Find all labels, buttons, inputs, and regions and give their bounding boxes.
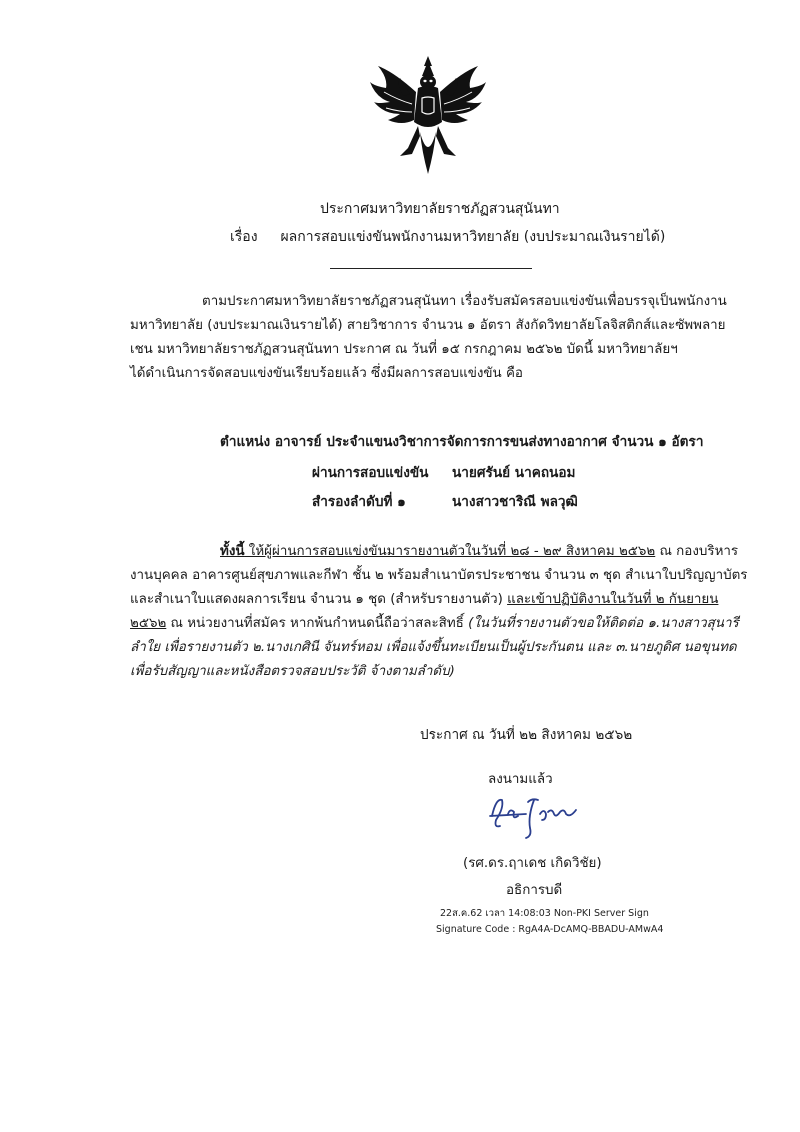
intro-line: ตามประกาศมหาวิทยาลัยราชภัฏสวนสุนันทา เรื่องรับสมัครสอบแข่งขันเพื่อบรรจุเป็นพนักงาน [202, 294, 727, 309]
reserve-name: นางสาวชาริณี พลวุฒิ [452, 494, 578, 510]
position-title: ตำแหน่ง อาจารย์ ประจำแขนงวิชาการจัดการการขนส่งทางอากาศ จำนวน ๑ อัตรา [220, 434, 704, 450]
notice-text: และสำเนาใบแสดงผลการเรียน จำนวน ๑ ชุด (สำหรับรายงานตัว) [130, 592, 508, 607]
announcement-org: ประกาศมหาวิทยาลัยราชภัฏสวนสุนันทา [320, 201, 560, 217]
notice-paragraph [130, 540, 748, 684]
notice-line: ลำใย เพื่อรายงานตัว ๒.นางเกศินี จันทร์หอม เพื่อแจ้งขึ้นทะเบียนเป็นผู้ประกันตน และ ๓.นายภูดิศ นอขุนทด [130, 640, 737, 655]
notice-line: เพื่อรับสัญญาและหนังสือตรวจสอบประวัติ จ้างตามลำดับ) [130, 664, 455, 679]
subject-text: ผลการสอบแข่งขันพนักงานมหาวิทยาลัย (งบประมาณเงินรายได้) [280, 229, 666, 245]
intro-line: เชน มหาวิทยาลัยราชภัฏสวนสุนันทา ประกาศ ณ วันที่ ๑๕ กรกฎาคม ๒๕๖๒ บัดนี้ มหาวิทยาลัยฯ [130, 342, 678, 357]
subject-label: เรื่อง [230, 229, 258, 245]
notice-line [130, 588, 719, 612]
notice-line [130, 540, 739, 564]
passed-name: นายศรันย์ นาคถนอม [452, 465, 576, 481]
header-divider [330, 268, 532, 269]
notice-start-year: ๒๕๖๒ [130, 616, 167, 631]
notice-emphasis: ทั้งนี้ [220, 544, 245, 559]
signature-code: Signature Code : RgA4A-DcAMQ-BBADU-AMwA4 [436, 924, 664, 935]
notice-line [130, 612, 739, 636]
notice-report-date: ให้ผู้ผ่านการสอบแข่งขันมารายงานตัวในวันที่ ๒๘ - ๒๙ สิงหาคม ๒๕๖๒ [244, 544, 656, 559]
subject-line [230, 226, 665, 248]
passed-label: ผ่านการสอบแข่งขัน [312, 465, 429, 481]
notice-text: ณ หน่วยงานที่สมัคร หากพ้นกำหนดนี้ถือว่าสละสิทธิ์ [166, 616, 469, 631]
notice-line: งานบุคคล อาคารศูนย์สุขภาพและกีฬา ชั้น ๒ พร้อมสำเนาบัตรประชาชน จำนวน ๓ ชุด สำเนาใบปริญญาบัตร [130, 568, 748, 583]
reserve-label: สำรองลำดับที่ ๑ [312, 494, 406, 510]
notice-start-date: และเข้าปฏิบัติงานในวันที่ ๒ กันยายน [507, 592, 719, 607]
announce-date: ประกาศ ณ วันที่ ๒๒ สิงหาคม ๒๕๖๒ [420, 727, 633, 743]
server-sign-timestamp: 22ส.ค.62 เวลา 14:08:03 Non-PKI Server Sign [440, 908, 649, 919]
intro-line: ได้ดำเนินการจัดสอบแข่งขันเรียบร้อยแล้ว ซึ่งมีผลการสอบแข่งขัน คือ [130, 366, 523, 381]
signed-note: ลงนามแล้ว [488, 772, 553, 787]
notice-contact: (ในวันที่รายงานตัวขอให้ติดต่อ ๑.นางสาวสุนารี [468, 616, 739, 631]
signer-title: อธิการบดี [506, 883, 563, 898]
intro-line: มหาวิทยาลัย (งบประมาณเงินรายได้) สายวิชาการ จำนวน ๑ อัตรา สังกัดวิทยาลัยโลจิสติกส์และซัพพลาย [130, 318, 726, 333]
notice-text: ณ กองบริหาร [655, 544, 739, 559]
signer-name: (รศ.ดร.ฤาเดช เกิดวิชัย) [463, 856, 602, 871]
garuda-emblem-icon [364, 52, 492, 180]
intro-paragraph [130, 290, 727, 386]
signature-icon [486, 786, 586, 842]
